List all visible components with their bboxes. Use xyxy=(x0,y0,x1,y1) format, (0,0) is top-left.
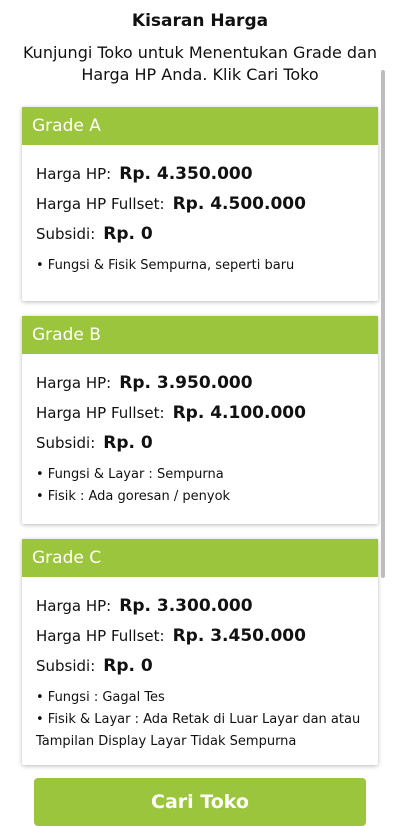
fullset-value: Rp. 4.100.000 xyxy=(172,403,306,423)
grade-card-c xyxy=(22,539,378,765)
grade-note: • Fungsi : Gagal Tes xyxy=(36,690,165,705)
grade-list[interactable] xyxy=(0,96,400,813)
fullset-value: Rp. 3.450.000 xyxy=(172,626,306,646)
subsidi-value: Rp. 0 xyxy=(103,224,153,244)
harga-value: Rp. 3.300.000 xyxy=(119,596,253,616)
subsidi-value: Rp. 0 xyxy=(103,656,153,676)
subsidi-label: Subsidi: xyxy=(36,657,96,675)
fullset-value: Rp. 4.500.000 xyxy=(172,194,306,214)
harga-label: Harga HP: xyxy=(36,597,112,615)
harga-label: Harga HP: xyxy=(36,374,112,392)
grade-card-title: Grade C xyxy=(22,539,378,577)
harga-value: Rp. 4.350.000 xyxy=(119,164,253,184)
scrollbar[interactable] xyxy=(381,70,385,578)
grade-card-title: Grade A xyxy=(22,107,378,145)
grade-note: • Fisik : Ada goresan / penyok xyxy=(36,489,231,504)
fullset-label: Harga HP Fullset: xyxy=(36,195,165,213)
subsidi-label: Subsidi: xyxy=(36,225,96,243)
grade-card-b xyxy=(22,316,378,524)
subsidi-label: Subsidi: xyxy=(36,434,96,452)
harga-label: Harga HP: xyxy=(36,165,112,183)
grade-card-title: Grade B xyxy=(22,316,378,354)
subsidi-value: Rp. 0 xyxy=(103,433,153,453)
page-title: Kisaran Harga xyxy=(131,11,269,31)
grade-note: • Fungsi & Layar : Sempurna xyxy=(36,467,224,482)
grade-note: • Fisik & Layar : Ada Retak di Luar Layar dan atau Tampilan Display Layar Tidak Sempurna xyxy=(36,712,361,749)
fullset-label: Harga HP Fullset: xyxy=(36,627,165,645)
intro-text: Kunjungi Toko untuk Menentukan Grade dan Harga HP Anda. Klik Cari Toko xyxy=(22,43,378,84)
grade-card-a xyxy=(22,107,378,301)
grade-note: • Fungsi & Fisik Sempurna, seperti baru xyxy=(36,258,295,273)
fullset-label: Harga HP Fullset: xyxy=(36,404,165,422)
harga-value: Rp. 3.950.000 xyxy=(119,373,253,393)
cari-toko-button[interactable]: Cari Toko xyxy=(34,778,366,826)
